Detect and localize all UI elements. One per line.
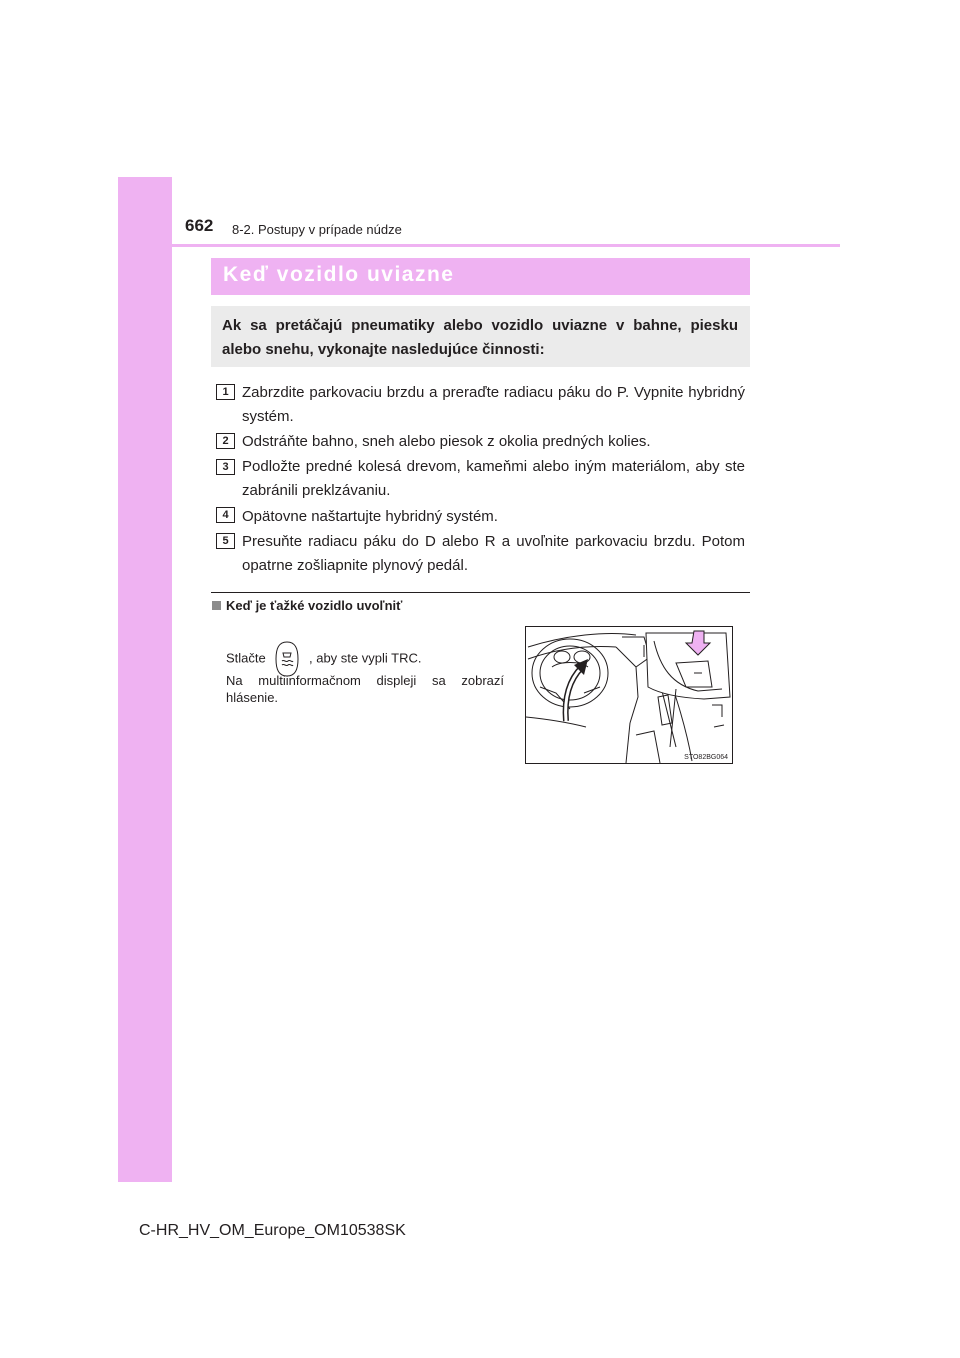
step-2-text: Odstráňte bahno, sneh alebo piesok z okolia predných kolies. [242,433,651,450]
step-4-badge: 4 [216,507,235,523]
footer-doc-id: C-HR_HV_OM_Europe_OM10538SK [139,1222,406,1239]
dashboard-illustration [525,626,733,764]
intro-text: Ak sa pretáčajú pneumatiky alebo vozidlo uviazne v bahne, piesku alebo snehu, vykonajte nasledujúce činnosti: [222,317,738,358]
bullet-square-icon [212,601,221,610]
note-display-message: Na multiinformačnom displeji sa zobrazí hlásenie. [226,673,504,705]
intro-box [211,306,750,367]
step-1-badge: 1 [216,384,235,400]
step-4-text: Opätovne naštartujte hybridný systém. [242,508,498,525]
step-3-text: Podložte predné kolesá drevom, kameňmi alebo iným materiálom, aby ste zabránili preklzávaniu. [242,458,745,499]
step-5-badge: 5 [216,533,235,549]
step-5-text: Presuňte radiacu páku do D alebo R a uvoľnite parkovaciu brzdu. Potom opatrne zošliapnite plynový pedál. [242,533,745,574]
step-2-badge: 2 [216,433,235,449]
section-label: 8-2. Postupy v prípade núdze [232,222,402,237]
note-heading [212,598,402,613]
note-instruction-after: , aby ste vypli TRC. [309,650,422,666]
step-3-badge: 3 [216,459,235,475]
note-heading-text: Keď je ťažké vozidlo uvoľniť [226,598,403,613]
section-sidebar-tab [118,177,172,1182]
image-code: STO82BG064 [684,754,728,761]
header-rule [118,244,840,247]
page-title: Keď vozidlo uviazne [223,263,455,286]
section-divider [211,592,750,593]
page-number: 662 [185,216,214,235]
note-instruction-before: Stlačte [226,650,266,666]
step-1-text: Zabrzdite parkovaciu brzdu a preraďte radiacu páku do P. Vypnite hybridný systém. [242,384,745,425]
dashboard-drawing [526,627,732,763]
page-title-bar [211,258,750,295]
